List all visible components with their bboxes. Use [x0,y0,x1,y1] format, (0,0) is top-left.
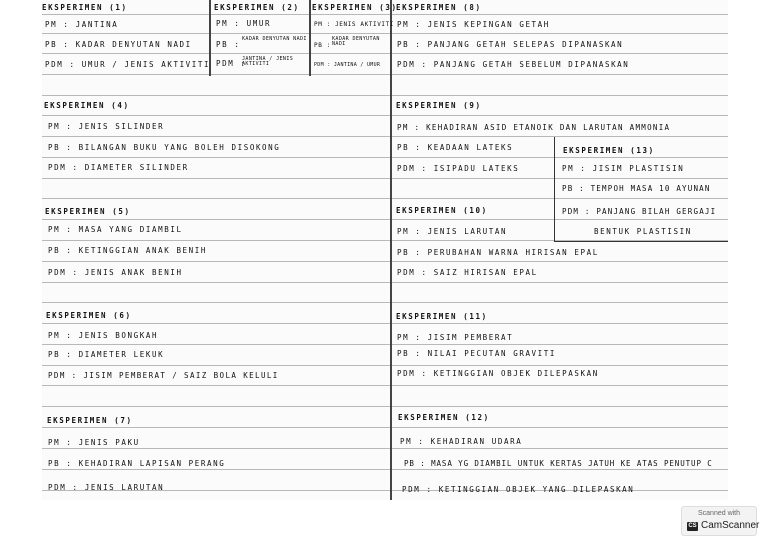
variable-key: PDM [397,268,416,277]
variable-key: PM [48,225,61,234]
variable-key: PM [562,164,575,173]
experiment-heading: EKSPERIMEN (8) [396,3,482,12]
variable-value: JENIS BONGKAH [78,331,159,340]
variable-value: JENIS LARUTAN [84,483,165,492]
experiment-heading: EKSPERIMEN (2) [214,3,300,12]
variable-value: JANTINA [75,20,119,29]
variable-value: UMUR [246,19,272,28]
variable-value: PANJANG GETAH SEBELUM DIPANASKAN [433,60,630,69]
experiment-heading: EKSPERIMEN (12) [398,413,490,422]
ruled-line [42,469,728,470]
variable-key: PDM [314,62,324,68]
variable-key: PB [216,40,229,49]
variable-key: PM [400,437,413,446]
experiment-heading: EKSPERIMEN (10) [396,206,488,215]
variable-value: NILAI PECUTAN GRAVITI [427,349,557,358]
ruled-line [42,33,728,34]
variable-value: BILANGAN BUKU YANG BOLEH DISOKONG [78,143,281,152]
variable-key: PB [397,40,410,49]
variable-value: KADAR DENYUTAN NADI [75,40,192,49]
camscanner-logo-icon: CS [688,523,697,529]
variable-key: PDM [397,60,416,69]
variable-key: PM [397,333,410,342]
ruled-line [42,282,728,283]
ruled-line [42,74,728,75]
variable-key: PB [48,143,61,152]
variable-value: JENIS PAKU [78,438,140,447]
ruled-line [42,365,728,366]
watermark-caption: Scanned with [697,510,741,517]
variable-value: DIAMETER SILINDER [84,163,189,172]
variable-key: PM [397,123,409,132]
variable-key: PB [48,246,61,255]
variable-key: PB [404,459,415,468]
experiment-heading: EKSPERIMEN (3) [312,3,398,12]
variable-key: PM [48,331,61,340]
variable-key: PDM [48,483,67,492]
variable-value: JISIM PEMBERAT [427,333,514,342]
variable-value: SAIZ HIRISAN EPAL [433,268,538,277]
variable-key: PDM [48,371,66,380]
variable-value: BENTUK PLASTISIN [594,227,692,236]
experiment-heading: EKSPERIMEN (1) [42,3,128,12]
variable-value: DIAMETER LEKUK [78,350,165,359]
variable-value: KETINGGIAN OBJEK YANG DILEPASKAN [438,485,635,494]
variable-key: PDM [45,60,64,69]
ruled-line [42,14,728,15]
variable-key: PB [562,184,574,193]
ruled-line [42,302,728,303]
variable-key: PB [397,248,410,257]
variable-value: JENIS AKTIVITI [335,21,395,28]
experiment-heading: EKSPERIMEN (4) [44,101,130,110]
variable-value: JENIS SILINDER [78,122,165,131]
ruled-line [42,115,728,116]
variable-value: PERUBAHAN WARNA HIRISAN EPAL [427,248,599,257]
ruled-line [42,344,728,345]
variable-value: JISIM PEMBERAT / SAIZ BOLA KELULI [83,371,279,380]
experiment-heading: EKSPERIMEN (6) [46,311,132,320]
variable-key: PDM [48,268,67,277]
variable-key: PB [397,349,410,358]
variable-value: KEHADIRAN LAPISAN PERANG [78,459,226,468]
variable-key: PB [314,42,323,49]
variable-key: PM [216,19,229,28]
variable-value: PANJANG GETAH SELEPAS DIPANASKAN [427,40,624,49]
camscanner-watermark [681,506,760,536]
variable-key: PB [45,40,58,49]
variable-key: PM [397,20,410,29]
variable-value: MASA YG DIAMBIL UNTUK KERTAS JATUH KE ATAS PENUTUP C [431,459,713,468]
ruled-line [42,95,728,96]
variable-key: PB [48,459,61,468]
variable-key: PDM [216,59,235,68]
experiment-heading: EKSPERIMEN (11) [396,312,488,321]
variable-key: PM [397,227,410,236]
variable-key: PB [48,350,61,359]
experiment-heading: EKSPERIMEN (5) [45,207,131,216]
variable-value: TEMPOH MASA 10 AYUNAN [590,184,711,193]
variable-value: JENIS KEPINGAN GETAH [427,20,550,29]
variable-value: KETINGGIAN OBJEK DILEPASKAN [433,369,599,378]
variable-value: JANTINA / JENIS AKTIVITI [242,56,294,67]
experiment-heading: EKSPERIMEN (13) [563,146,655,155]
variable-value: KADAR DENYUTAN NADI [332,36,380,47]
watermark-name: CamScanner [701,520,760,531]
variable-value: KEADAAN LATEKS [427,143,514,152]
variable-key: PM [48,438,61,447]
column-divider [309,0,311,76]
ruled-line [42,385,728,386]
ruled-line [42,448,728,449]
variable-value: KEHADIRAN UDARA [430,437,523,446]
variable-value: JENIS LARUTAN [427,227,508,236]
ruled-line [42,53,728,54]
variable-value: PANJANG BILAH GERGAJI [596,207,717,216]
variable-key: PDM [562,207,580,216]
variable-key: PDM [48,163,67,172]
variable-value: JENIS ANAK BENIH [84,268,183,277]
variable-key: PDM [402,485,421,494]
variable-key: PDM [397,164,416,173]
variable-value: KADAR DENYUTAN NADI [242,36,307,42]
ruled-line [42,261,728,262]
variable-value: UMUR / JENIS AKTIVITI [81,60,211,69]
variable-value: MASA YANG DIAMBIL [78,225,183,234]
ruled-line [42,427,728,428]
ruled-line [42,406,728,407]
variable-key: PM [314,21,323,28]
variable-value: JISIM PLASTISIN [592,164,685,173]
ruled-line [42,323,728,324]
variable-value: KEHADIRAN ASID ETANOIK DAN LARUTAN AMMONIA [426,123,671,132]
experiment-heading: EKSPERIMEN (7) [47,416,133,425]
experiment-heading: EKSPERIMEN (9) [396,101,482,110]
variable-value: JANTINA / UMUR [333,62,381,68]
variable-value: ISIPADU LATEKS [433,164,520,173]
variable-value: KETINGGIAN ANAK BENIH [78,246,208,255]
variable-key: PM [48,122,61,131]
column-divider [390,0,392,500]
variable-key: PB [397,143,410,152]
notebook-page: EKSPERIMEN (1) PM : JANTINA PB : KADAR DENYUTAN NADI PDM : UMUR / JENIS AKTIVITI EKSPERIMEN (2) PM : UMUR PB : KADAR DENYUTAN NADI PDM : JANTINA / JENIS AKTIVITI EKSPERIMEN (3) PM : JENIS AKTIVITI PB : KADAR DENYUTAN NADI PDM : JANTINA / UMUR EKSPERIMEN (8) PM : JENIS KEPINGAN GETAH PB : PANJANG GETAH SELEPAS DIPANASKAN PDM : PANJANG GETAH SEBELUM DIPANASKAN EKSPERIMEN (4) PM : JENIS SILINDER PB : BILANGAN BUKU YANG BOLEH DISOKONG PDM : DIAMETER SILINDER EKSPERIMEN (9) PM : KEHADIRAN ASID ETANOIK DAN LARUTAN AMMONIA PB : KEADAAN LATEKS PDM : ISIPADU LATEKS EKSPERIMEN (13) PM : JISIM PLASTISIN PB : TEMPOH MASA 10 AYUNAN PDM : PANJANG BILAH GERGAJI BENTUK PLASTISIN EKSPERIMEN (5) PM : MASA YANG DIAMBIL PB : KETINGGIAN ANAK BENIH PDM : JENIS ANAK BENIH EKSPERIMEN (10) PM : JENIS LARUTAN PB : PERUBAHAN WARNA HIRISAN EPAL PDM : SAIZ HIRISAN EPAL EKSPERIMEN (6) PM : JENIS BONGKAH PB : DIAMETER LEKUK PDM : JISIM PEMBERAT / SAIZ BOLA KELULI EKSPERIMEN (11) PM : JISIM PEMBERAT PB : NILAI PECUTAN GRAVITI PDM : KETINGGIAN OBJEK DILEPASKAN EKSPERIMEN (7) PM : JENIS PAKU PB : KEHADIRAN LAPISAN PERANG PDM : JENIS LARUTAN EKSPERIMEN (12) PM : KEHADIRAN UDARA PB : MASA YG DIAMBIL UNTUK KERTAS JATUH KE ATAS PENUTUP C PDM : KETINGGIAN OBJEK YANG DILEPASKAN [42,0,728,500]
variable-key: PDM [397,369,416,378]
variable-key: PM [45,20,58,29]
